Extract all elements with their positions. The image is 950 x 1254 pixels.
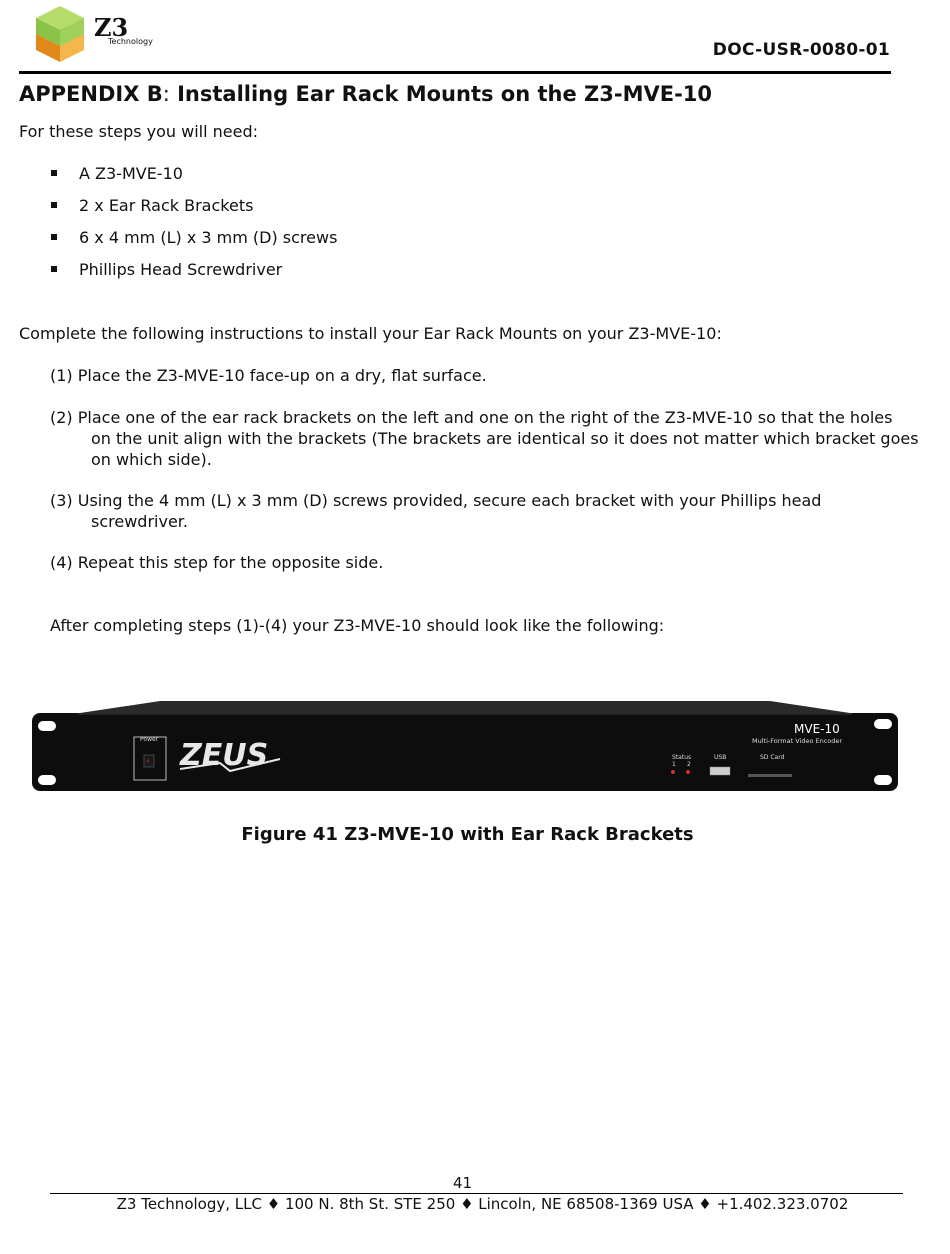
page-number: 41 xyxy=(452,1174,473,1192)
usb-label: USB xyxy=(714,754,727,761)
title-prefix: APPENDIX B xyxy=(19,82,163,106)
right-ear-hole-bottom xyxy=(874,775,892,785)
step-2-continuation: on the unit align with the brackets (The brackets are identical so it does not matter which bracket goes on which side). xyxy=(91,429,919,469)
list-item xyxy=(0,259,337,291)
header-divider xyxy=(19,71,891,74)
list-item xyxy=(0,195,337,227)
logo-cube-icon xyxy=(36,6,84,62)
footer-text: Z3 Technology, LLC ♦ 100 N. 8th St. STE 250 ♦ Lincoln, NE 68508-1369 USA ♦ +1.402.323.0702 xyxy=(116,1195,849,1213)
step-3-continuation: screwdriver. xyxy=(91,512,188,531)
left-ear-hole-top xyxy=(38,721,56,731)
step-2-text: (2) Place one of the ear rack brackets on the left and one on the right of the Z3-MVE-10 so that the holes xyxy=(50,408,893,427)
brand-text: ZEUS xyxy=(180,738,269,773)
model-subtitle: Multi-Format Video Encoder xyxy=(752,737,843,745)
after-text: After completing steps (1)-(4) your Z3-MVE-10 should look like the following: xyxy=(50,616,665,635)
list-item-text: 6 x 4 mm (L) x 3 mm (D) screws xyxy=(79,228,338,247)
usb-port-icon xyxy=(710,767,730,775)
device-figure xyxy=(30,695,900,800)
step-3 xyxy=(50,490,930,532)
instructions-intro: Complete the following instructions to install your Ear Rack Mounts on your Z3-MVE-10: xyxy=(19,324,722,343)
list-item-text: 2 x Ear Rack Brackets xyxy=(79,196,254,215)
zeus-logo-icon xyxy=(179,738,280,773)
list-item xyxy=(0,227,337,259)
list-item-text: A Z3-MVE-10 xyxy=(79,164,183,183)
sd-card-slot-icon xyxy=(748,774,792,777)
status-led-1-icon xyxy=(671,770,675,774)
step-3-text: (3) Using the 4 mm (L) x 3 mm (D) screws provided, secure each bracket with your Phillips head xyxy=(50,491,822,510)
title-main: Installing Ear Rack Mounts on the Z3-MVE-10 xyxy=(169,82,713,106)
right-ear-hole-top xyxy=(874,719,892,729)
status-led-2-icon xyxy=(686,770,690,774)
title-colon: : xyxy=(162,82,170,106)
power-label: Power xyxy=(140,736,159,743)
status-led-2-label: 2 xyxy=(687,761,691,768)
bullet-icon xyxy=(51,170,57,176)
step-1 xyxy=(50,365,930,386)
step-4 xyxy=(50,552,930,573)
list-item xyxy=(0,163,337,195)
status-led-1-label: 1 xyxy=(672,761,676,768)
intro-text: For these steps you will need: xyxy=(19,122,259,141)
status-label: Status xyxy=(672,754,692,761)
company-logo xyxy=(32,4,162,64)
step-1-text: (1) Place the Z3-MVE-10 face-up on a dry, flat surface. xyxy=(50,366,487,385)
step-2 xyxy=(50,407,930,470)
logo-subtext: Technology xyxy=(108,37,153,46)
list-item-text: Phillips Head Screwdriver xyxy=(79,260,283,279)
bullet-icon xyxy=(51,202,57,208)
bullet-icon xyxy=(51,266,57,272)
model-name: MVE-10 xyxy=(794,722,840,736)
logo-text: Z3 xyxy=(94,13,129,42)
page-title xyxy=(19,82,712,106)
footer-divider xyxy=(50,1193,903,1194)
chassis-top xyxy=(80,701,850,713)
left-ear-hole-bottom xyxy=(38,775,56,785)
step-4-text: (4) Repeat this step for the opposite side. xyxy=(50,553,384,572)
figure-caption: Figure 41 Z3-MVE-10 with Ear Rack Brackets xyxy=(241,824,694,845)
bullet-icon xyxy=(51,234,57,240)
sd-card-label: SD Card xyxy=(760,754,785,761)
document-id: DOC-USR-0080-01 xyxy=(712,40,890,60)
requirements-list xyxy=(0,163,337,291)
